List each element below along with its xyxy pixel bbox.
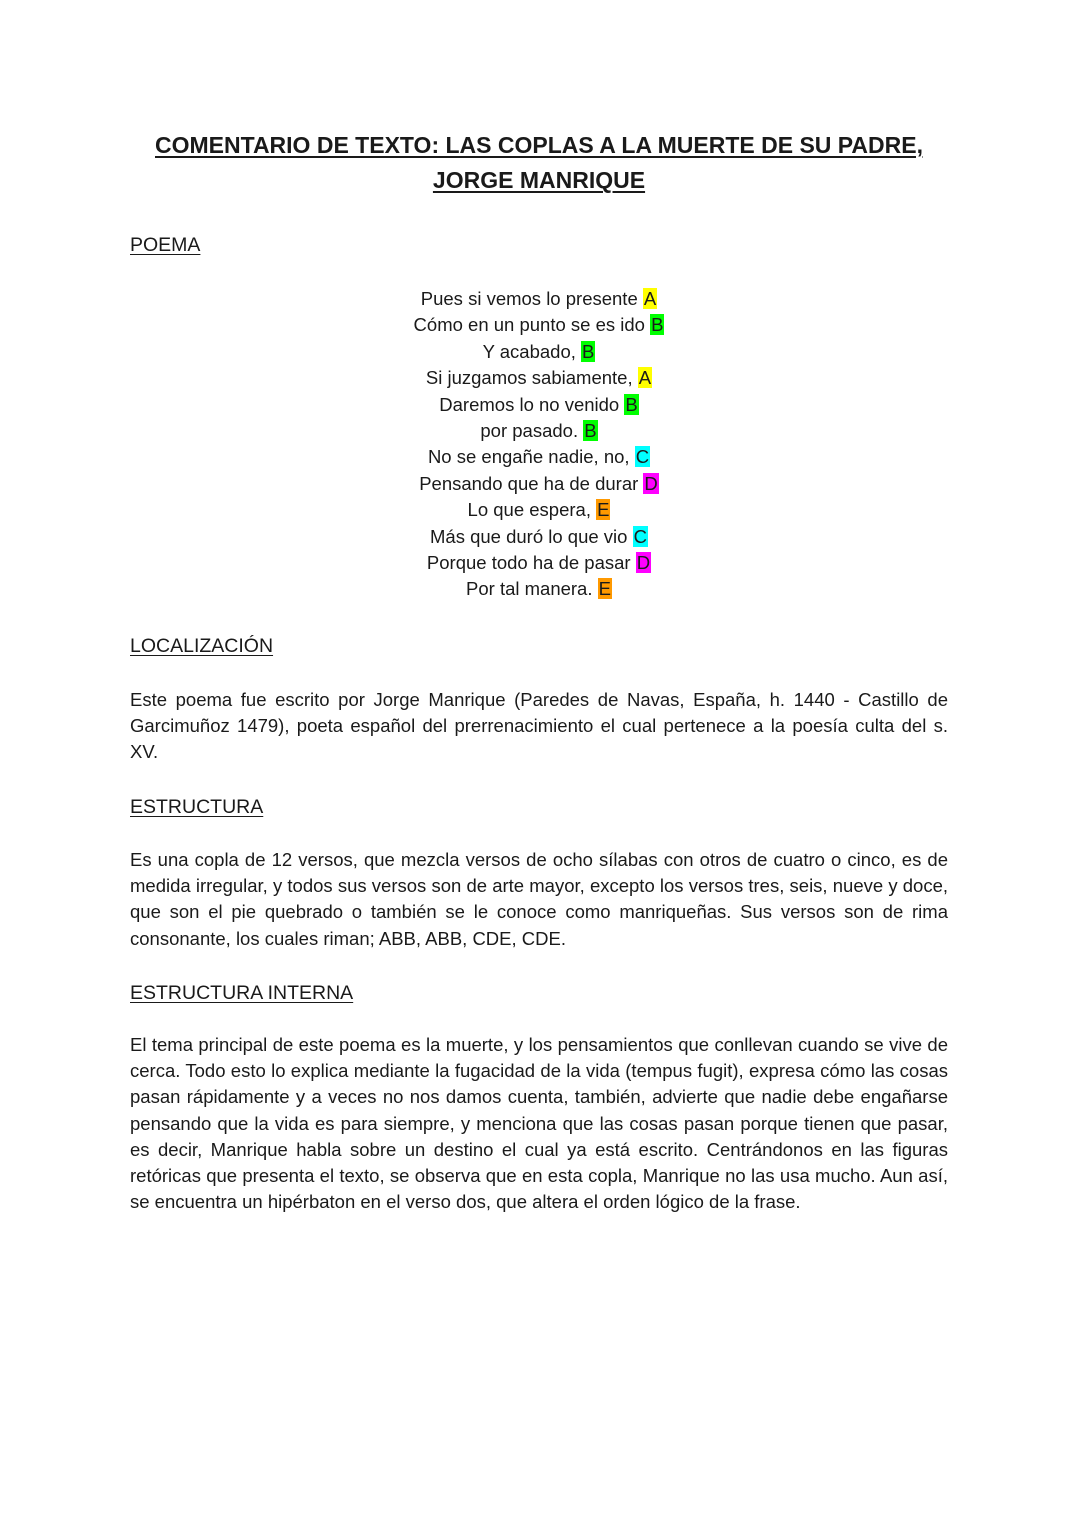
rhyme-label: E bbox=[597, 499, 610, 521]
verse-text: Cómo en un punto se es ido bbox=[413, 314, 651, 336]
poem-verse bbox=[130, 286, 948, 312]
poem-verse bbox=[130, 418, 948, 444]
rhyme-label: C bbox=[633, 525, 647, 547]
rhyme-label: B bbox=[651, 314, 664, 336]
rhyme-label: E bbox=[598, 578, 611, 600]
rhyme-label: B bbox=[584, 420, 597, 442]
poem-verse bbox=[130, 339, 948, 365]
paragraph-estructura: Es una copla de 12 versos, que mezcla versos de ocho sílabas con otros de cuatro o cinco, es de medida irregular, y todos sus versos son de arte mayor, excepto los versos tres, seis, nueve y doce, que son el pie quebrado o también se le conoce como manriqueñas. Sus versos son de rima consonante, los cuales riman; ABB, ABB, CDE, CDE. bbox=[130, 849, 948, 949]
poem-verse bbox=[130, 524, 948, 550]
verse-text: Pues si vemos lo presente bbox=[420, 288, 643, 309]
verse-text: Lo que espera, bbox=[467, 499, 597, 521]
rhyme-label: A bbox=[638, 367, 652, 389]
verse-text: Más que duró lo que vio bbox=[430, 525, 633, 547]
poem-verse bbox=[130, 497, 948, 523]
verse-text: Y acabado, bbox=[482, 340, 582, 362]
heading-estructura-interna: ESTRUCTURA INTERNA bbox=[130, 982, 354, 1004]
rhyme-label: C bbox=[635, 446, 650, 468]
poem-verse bbox=[130, 392, 948, 418]
verse-text: No se engañe nadie, no, bbox=[427, 446, 635, 468]
heading-poema: POEMA bbox=[130, 234, 201, 256]
paragraph-estructura-interna: El tema principal de este poema es la muerte, y los pensamientos que conllevan cuando se vive de cerca. Todo esto lo explica mediante la fugacidad de la vida (tempus fugit), expresa cómo las cosas pasan rápidamente y a veces no nos damos cuenta, también, advierte que nadie debe engañarse pensando que la vida es para siempre, y menciona que las cosas pasan porque tienen que pasar, es decir, Manrique habla sobre un destino el cual ya está escrito. Centrándonos en las figuras retóricas que presenta el texto, se observa que en esta copla, Manrique no las usa mucho. Aun así, se encuentra un hipérbaton en el verso dos, que altera el orden lógico de la frase. bbox=[130, 1034, 948, 1213]
poem-verse bbox=[130, 365, 948, 391]
verse-text: Porque todo ha de pasar bbox=[426, 552, 636, 574]
poem-verse bbox=[130, 444, 948, 470]
rhyme-label: D bbox=[636, 552, 651, 574]
poem-verse bbox=[130, 576, 948, 602]
rhyme-label: A bbox=[643, 288, 657, 309]
document-title: COMENTARIO DE TEXTO: LAS COPLAS A LA MUERTE DE SU PADRE, JORGE MANRIQUE bbox=[155, 132, 923, 193]
rhyme-label: B bbox=[625, 393, 638, 415]
verse-text: por pasado. bbox=[480, 420, 584, 442]
poem-verses bbox=[130, 286, 948, 603]
rhyme-label: D bbox=[644, 472, 658, 494]
verse-text: Por tal manera. bbox=[466, 578, 598, 600]
verse-text: Daremos lo no venido bbox=[439, 393, 625, 415]
heading-localizacion: LOCALIZACIÓN bbox=[130, 635, 274, 657]
poem-verse bbox=[130, 471, 948, 497]
paragraph-localizacion: Este poema fue escrito por Jorge Manrique (Paredes de Navas, España, h. 1440 - Castillo de Garcimuñoz 1479), poeta español del prerrenacimiento el cual pertenece a la poesía culta del s. XV. bbox=[130, 689, 948, 763]
heading-estructura: ESTRUCTURA bbox=[130, 796, 264, 818]
rhyme-label: B bbox=[582, 340, 595, 362]
verse-text: Pensando que ha de durar bbox=[419, 472, 644, 494]
poem-verse bbox=[130, 550, 948, 576]
verse-text: Si juzgamos sabiamente, bbox=[425, 367, 638, 389]
poem-verse bbox=[130, 312, 948, 338]
